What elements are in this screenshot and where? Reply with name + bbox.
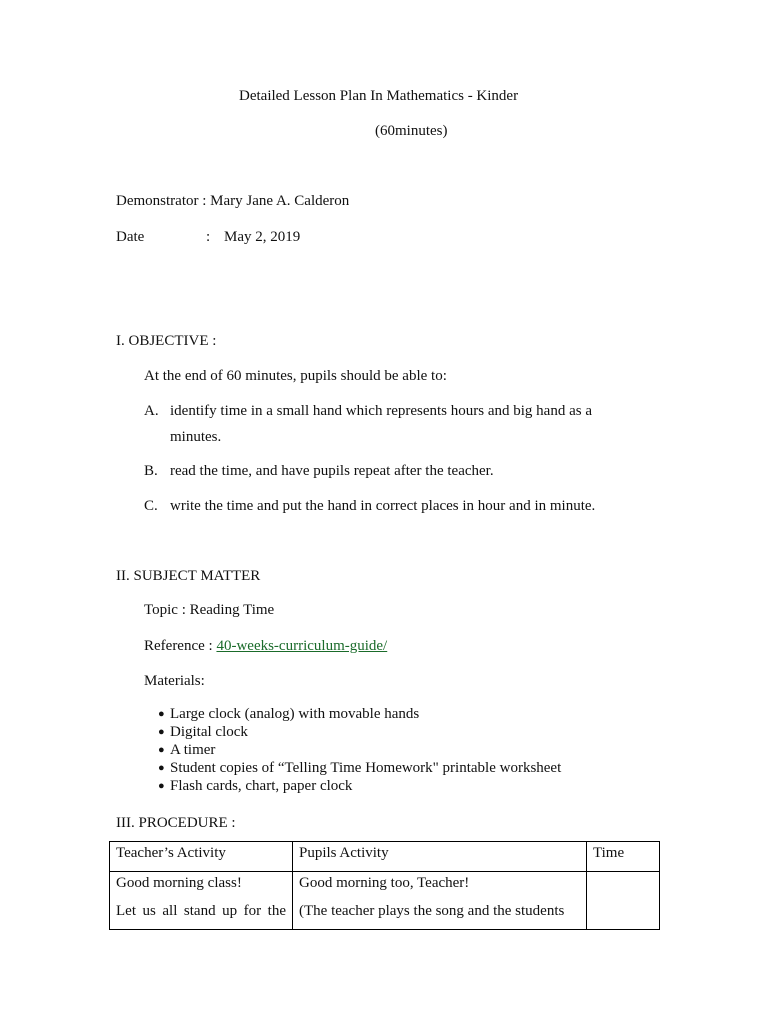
subject-matter-heading: II. SUBJECT MATTER bbox=[116, 568, 261, 584]
objective-intro: At the end of 60 minutes, pupils should be able to: bbox=[144, 368, 447, 384]
materials-list-item: ● Digital clock bbox=[158, 724, 248, 740]
pupils-line: Good morning too, Teacher! bbox=[299, 875, 470, 891]
bullet-icon: ● bbox=[158, 726, 165, 738]
objective-item-a-line1: identify time in a small hand which represents hours and big hand as a bbox=[170, 403, 592, 419]
document-title: Detailed Lesson Plan In Mathematics - Kinder bbox=[239, 88, 519, 104]
topic-line: Topic : Reading Time bbox=[144, 602, 275, 618]
bullet-icon: ● bbox=[158, 762, 165, 774]
objective-marker-c: C. bbox=[144, 498, 158, 514]
reference-label: Reference : bbox=[144, 638, 217, 654]
date-separator: : bbox=[206, 229, 211, 245]
teacher-line: Let us all stand up for the bbox=[116, 903, 286, 919]
date-label: Date bbox=[116, 229, 145, 245]
materials-list-item: ● Large clock (analog) with movable hands bbox=[158, 706, 420, 722]
procedure-table bbox=[109, 841, 660, 930]
pupils-line: (The teacher plays the song and the students bbox=[299, 903, 565, 919]
bullet-icon: ● bbox=[158, 780, 165, 792]
teacher-activity-cell bbox=[110, 872, 293, 930]
materials-list-item: ● Flash cards, chart, paper clock bbox=[158, 778, 353, 794]
teacher-line: Good morning class! bbox=[116, 875, 242, 891]
objective-item-c: write the time and put the hand in correct places in hour and in minute. bbox=[170, 498, 596, 514]
column-header-pupils: Pupils Activity bbox=[293, 842, 587, 872]
materials-list-item: ● A timer bbox=[158, 742, 216, 758]
objective-marker-a: A. bbox=[144, 403, 159, 419]
reference-link[interactable]: 40-weeks-curriculum-guide/ bbox=[216, 638, 388, 654]
demonstrator-line: Demonstrator : Mary Jane A. Calderon bbox=[116, 193, 350, 209]
reference-line bbox=[144, 637, 387, 655]
objective-heading: I. OBJECTIVE : bbox=[116, 333, 217, 349]
procedure-heading: III. PROCEDURE : bbox=[116, 815, 236, 831]
table-header-row bbox=[110, 842, 660, 872]
column-header-time: Time bbox=[587, 842, 660, 872]
objective-marker-b: B. bbox=[144, 463, 158, 479]
bullet-icon: ● bbox=[158, 708, 165, 720]
column-header-teacher: Teacher’s Activity bbox=[110, 842, 293, 872]
document-duration: (60minutes) bbox=[375, 123, 448, 139]
materials-list-item: ● Student copies of “Telling Time Homework" printable worksheet bbox=[158, 760, 562, 776]
objective-item-a-line2: minutes. bbox=[170, 429, 222, 445]
bullet-icon: ● bbox=[158, 744, 165, 756]
objective-item-b: read the time, and have pupils repeat after the teacher. bbox=[170, 463, 494, 479]
date-value: May 2, 2019 bbox=[224, 229, 301, 245]
table-row bbox=[110, 872, 660, 930]
materials-list bbox=[158, 705, 561, 795]
time-cell bbox=[587, 872, 660, 930]
pupils-activity-cell bbox=[293, 872, 587, 930]
materials-label: Materials: bbox=[144, 673, 205, 689]
